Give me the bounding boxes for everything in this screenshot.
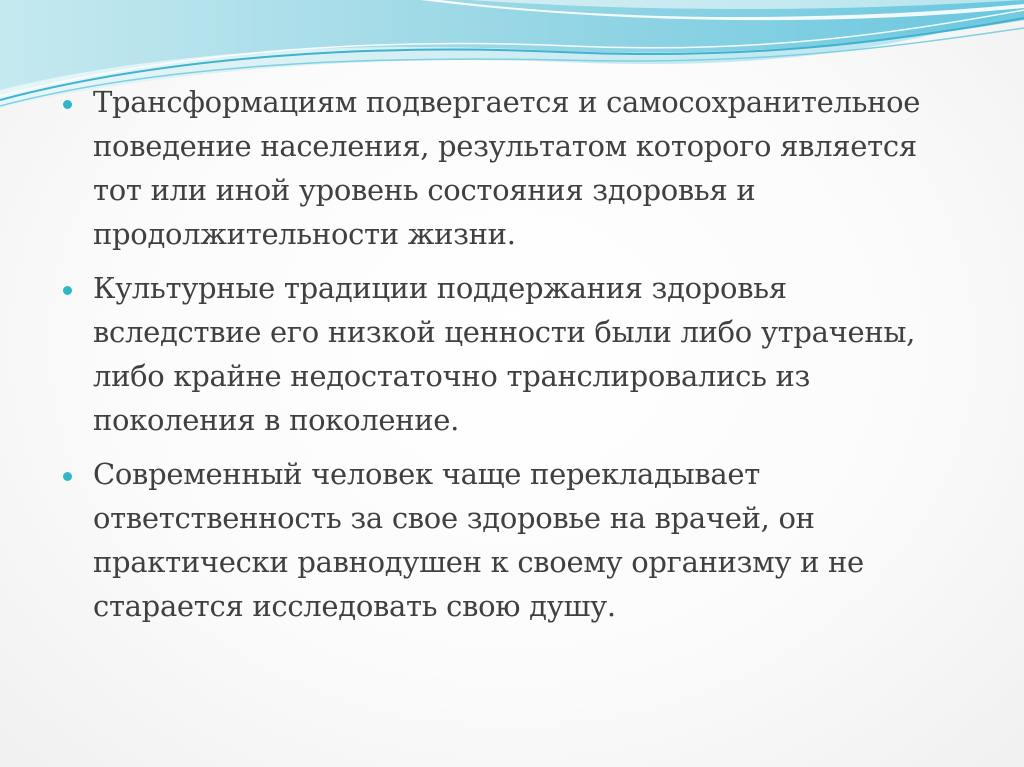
- bullet-item: [60, 452, 960, 628]
- bullet-text: Трансформациям подвергается и самосохранительное поведение населения, результатом которого является тот или иной уровень состояния здоровья и продолжительности жизни.: [93, 85, 921, 251]
- bullet-item: [60, 80, 960, 256]
- bullet-item: [60, 266, 960, 442]
- bullet-icon: [63, 286, 72, 295]
- bullet-list: [60, 80, 960, 638]
- bullet-icon: [63, 100, 72, 109]
- bullet-text: Культурные традиции поддержания здоровья вследствие его низкой ценности были либо утрачены, либо крайне недостаточно транслировались из поколения в поколение.: [93, 271, 916, 437]
- bullet-icon: [63, 472, 72, 481]
- bullet-text: Современный человек чаще перекладывает ответственность за свое здоровье на врачей, он практически равнодушен к своему организму и не старается исследовать свою душу.: [93, 457, 864, 623]
